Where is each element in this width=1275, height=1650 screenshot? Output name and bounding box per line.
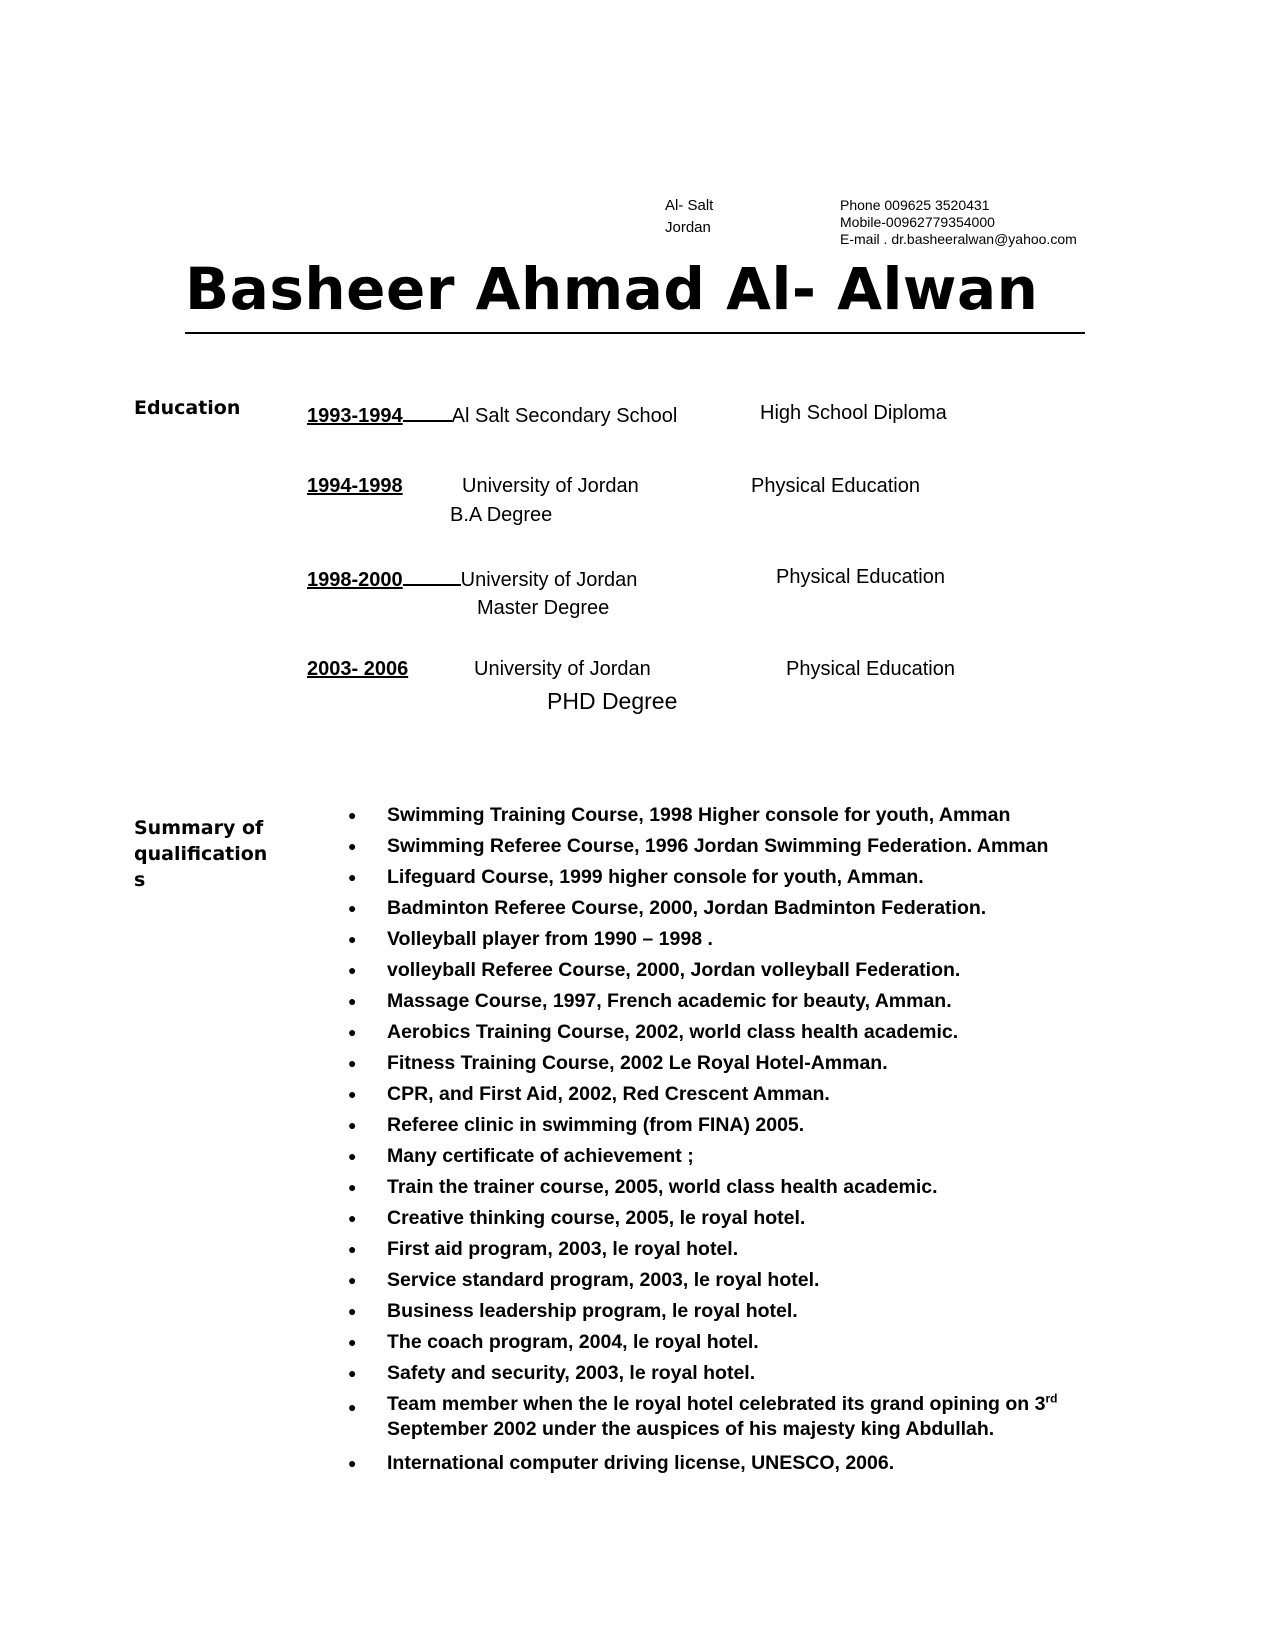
candidate-name: Basheer Ahmad Al- Alwan [185, 255, 1039, 323]
list-item-text: Massage Course, 1997, French academic for beauty, Amman. [387, 990, 952, 1012]
list-item [348, 1358, 1108, 1389]
list-item-text: The coach program, 2004, le royal hotel. [387, 1331, 759, 1353]
list-item-text: Safety and security, 2003, le royal hotel. [387, 1362, 756, 1384]
list-item [348, 1234, 1108, 1265]
bullet-icon: ● [348, 1086, 357, 1102]
qualifications-label-line: qualification [134, 843, 268, 865]
list-item-text: Team member when the le royal hotel celebrated its grand opining on 3 [387, 1393, 1046, 1415]
bullet-icon: ● [348, 931, 357, 947]
education-years: 2003- 2006 [307, 658, 409, 680]
list-item-text: Aerobics Training Course, 2002, world class health academic. [387, 1021, 959, 1043]
bullet-icon: ● [348, 1024, 357, 1040]
list-item [348, 924, 1108, 955]
list-item-text: Train the trainer course, 2005, world class health academic. [387, 1176, 938, 1198]
education-field: High School Diploma [760, 402, 947, 424]
education-label: Education [134, 397, 241, 419]
list-item-text: Swimming Training Course, 1998 Higher console for youth, Amman [387, 804, 1011, 826]
list-item-text: Creative thinking course, 2005, le royal hotel. [387, 1207, 806, 1229]
bullet-icon: ● [348, 962, 357, 978]
list-item [348, 893, 1108, 924]
list-item-text: First aid program, 2003, le royal hotel. [387, 1238, 739, 1260]
bullet-icon: ● [348, 869, 357, 885]
bullet-icon: ● [348, 1334, 357, 1350]
address-line-country: Jordan [665, 219, 711, 236]
bullet-icon: ● [348, 807, 357, 823]
bullet-icon: ● [348, 1272, 357, 1288]
bullet-icon: ● [348, 1303, 357, 1319]
list-item-text: International computer driving license, UNESCO, 2006. [387, 1452, 895, 1474]
education-field: Physical Education [786, 658, 955, 680]
list-item [348, 1448, 1108, 1479]
bullet-icon: ● [348, 1117, 357, 1133]
qualifications-label-line: Summary of [134, 817, 264, 839]
bullet-icon: ● [348, 900, 357, 916]
education-years: 1994-1998 [307, 475, 403, 497]
bullet-icon: ● [348, 1455, 357, 1471]
underline-gap [403, 402, 452, 422]
bullet-icon: ● [348, 1399, 357, 1415]
list-item-text: volleyball Referee Course, 2000, Jordan volleyball Federation. [387, 959, 961, 981]
education-field: Physical Education [751, 475, 920, 497]
list-item [348, 1389, 1108, 1448]
education-entry-3 [307, 566, 637, 592]
list-item [348, 955, 1108, 986]
education-degree: Master Degree [477, 597, 610, 619]
education-entry-1 [307, 402, 677, 428]
list-item [348, 1079, 1108, 1110]
list-item-text: Fitness Training Course, 2002 Le Royal Hotel-Amman. [387, 1052, 888, 1074]
education-field: Physical Education [776, 566, 945, 588]
bullet-icon: ● [348, 1241, 357, 1257]
education-institution: University of Jordan [460, 569, 638, 591]
list-item-text: Many certificate of achievement ; [387, 1145, 694, 1167]
education-degree: B.A Degree [450, 504, 553, 526]
qualifications-label-line: s [134, 869, 146, 891]
qualifications-label [134, 815, 267, 893]
list-item [348, 1296, 1108, 1327]
qualifications-list [348, 800, 1108, 1479]
list-item [348, 1110, 1108, 1141]
contact-phone: Phone 009625 3520431 [840, 197, 990, 213]
list-item-text: September 2002 under the auspices of his majesty king Abdullah. [387, 1418, 995, 1440]
ordinal-suffix: rd [1045, 1391, 1058, 1406]
education-degree: PHD Degree [547, 688, 678, 714]
list-item [348, 1265, 1108, 1296]
list-item-text: Badminton Referee Course, 2000, Jordan Badminton Federation. [387, 897, 987, 919]
list-item-text: Referee clinic in swimming (from FINA) 2005. [387, 1114, 805, 1136]
underline-gap [403, 566, 461, 586]
education-institution: Al Salt Secondary School [451, 405, 678, 427]
list-item [348, 1203, 1108, 1234]
list-item-text: Business leadership program, le royal hotel. [387, 1300, 798, 1322]
contact-mobile: Mobile-00962779354000 [840, 214, 995, 230]
education-years: 1998-2000 [307, 569, 403, 591]
education-institution: University of Jordan [474, 658, 651, 680]
list-item-text: Service standard program, 2003, le royal hotel. [387, 1269, 820, 1291]
list-item [348, 831, 1108, 862]
education-institution: University of Jordan [462, 475, 639, 497]
bullet-icon: ● [348, 1365, 357, 1381]
bullet-icon: ● [348, 1179, 357, 1195]
list-item-text: Volleyball player from 1990 – 1998 . [387, 928, 713, 950]
list-item [348, 1327, 1108, 1358]
list-item-text: Swimming Referee Course, 1996 Jordan Swimming Federation. Amman [387, 835, 1049, 857]
list-item [348, 1017, 1108, 1048]
bullet-icon: ● [348, 1055, 357, 1071]
list-item [348, 986, 1108, 1017]
name-divider [185, 332, 1085, 334]
bullet-icon: ● [348, 1148, 357, 1164]
list-item-text: Lifeguard Course, 1999 higher console for youth, Amman. [387, 866, 924, 888]
list-item [348, 1048, 1108, 1079]
list-item [348, 862, 1108, 893]
address-line-city: Al- Salt [665, 197, 714, 214]
list-item [348, 1172, 1108, 1203]
list-item [348, 1141, 1108, 1172]
bullet-icon: ● [348, 1210, 357, 1226]
bullet-icon: ● [348, 993, 357, 1009]
list-item-text: CPR, and First Aid, 2002, Red Crescent Amman. [387, 1083, 830, 1105]
contact-email: E-mail . dr.basheeralwan@yahoo.com [840, 231, 1077, 247]
bullet-icon: ● [348, 838, 357, 854]
education-years: 1993-1994 [307, 405, 403, 427]
list-item [348, 800, 1108, 831]
